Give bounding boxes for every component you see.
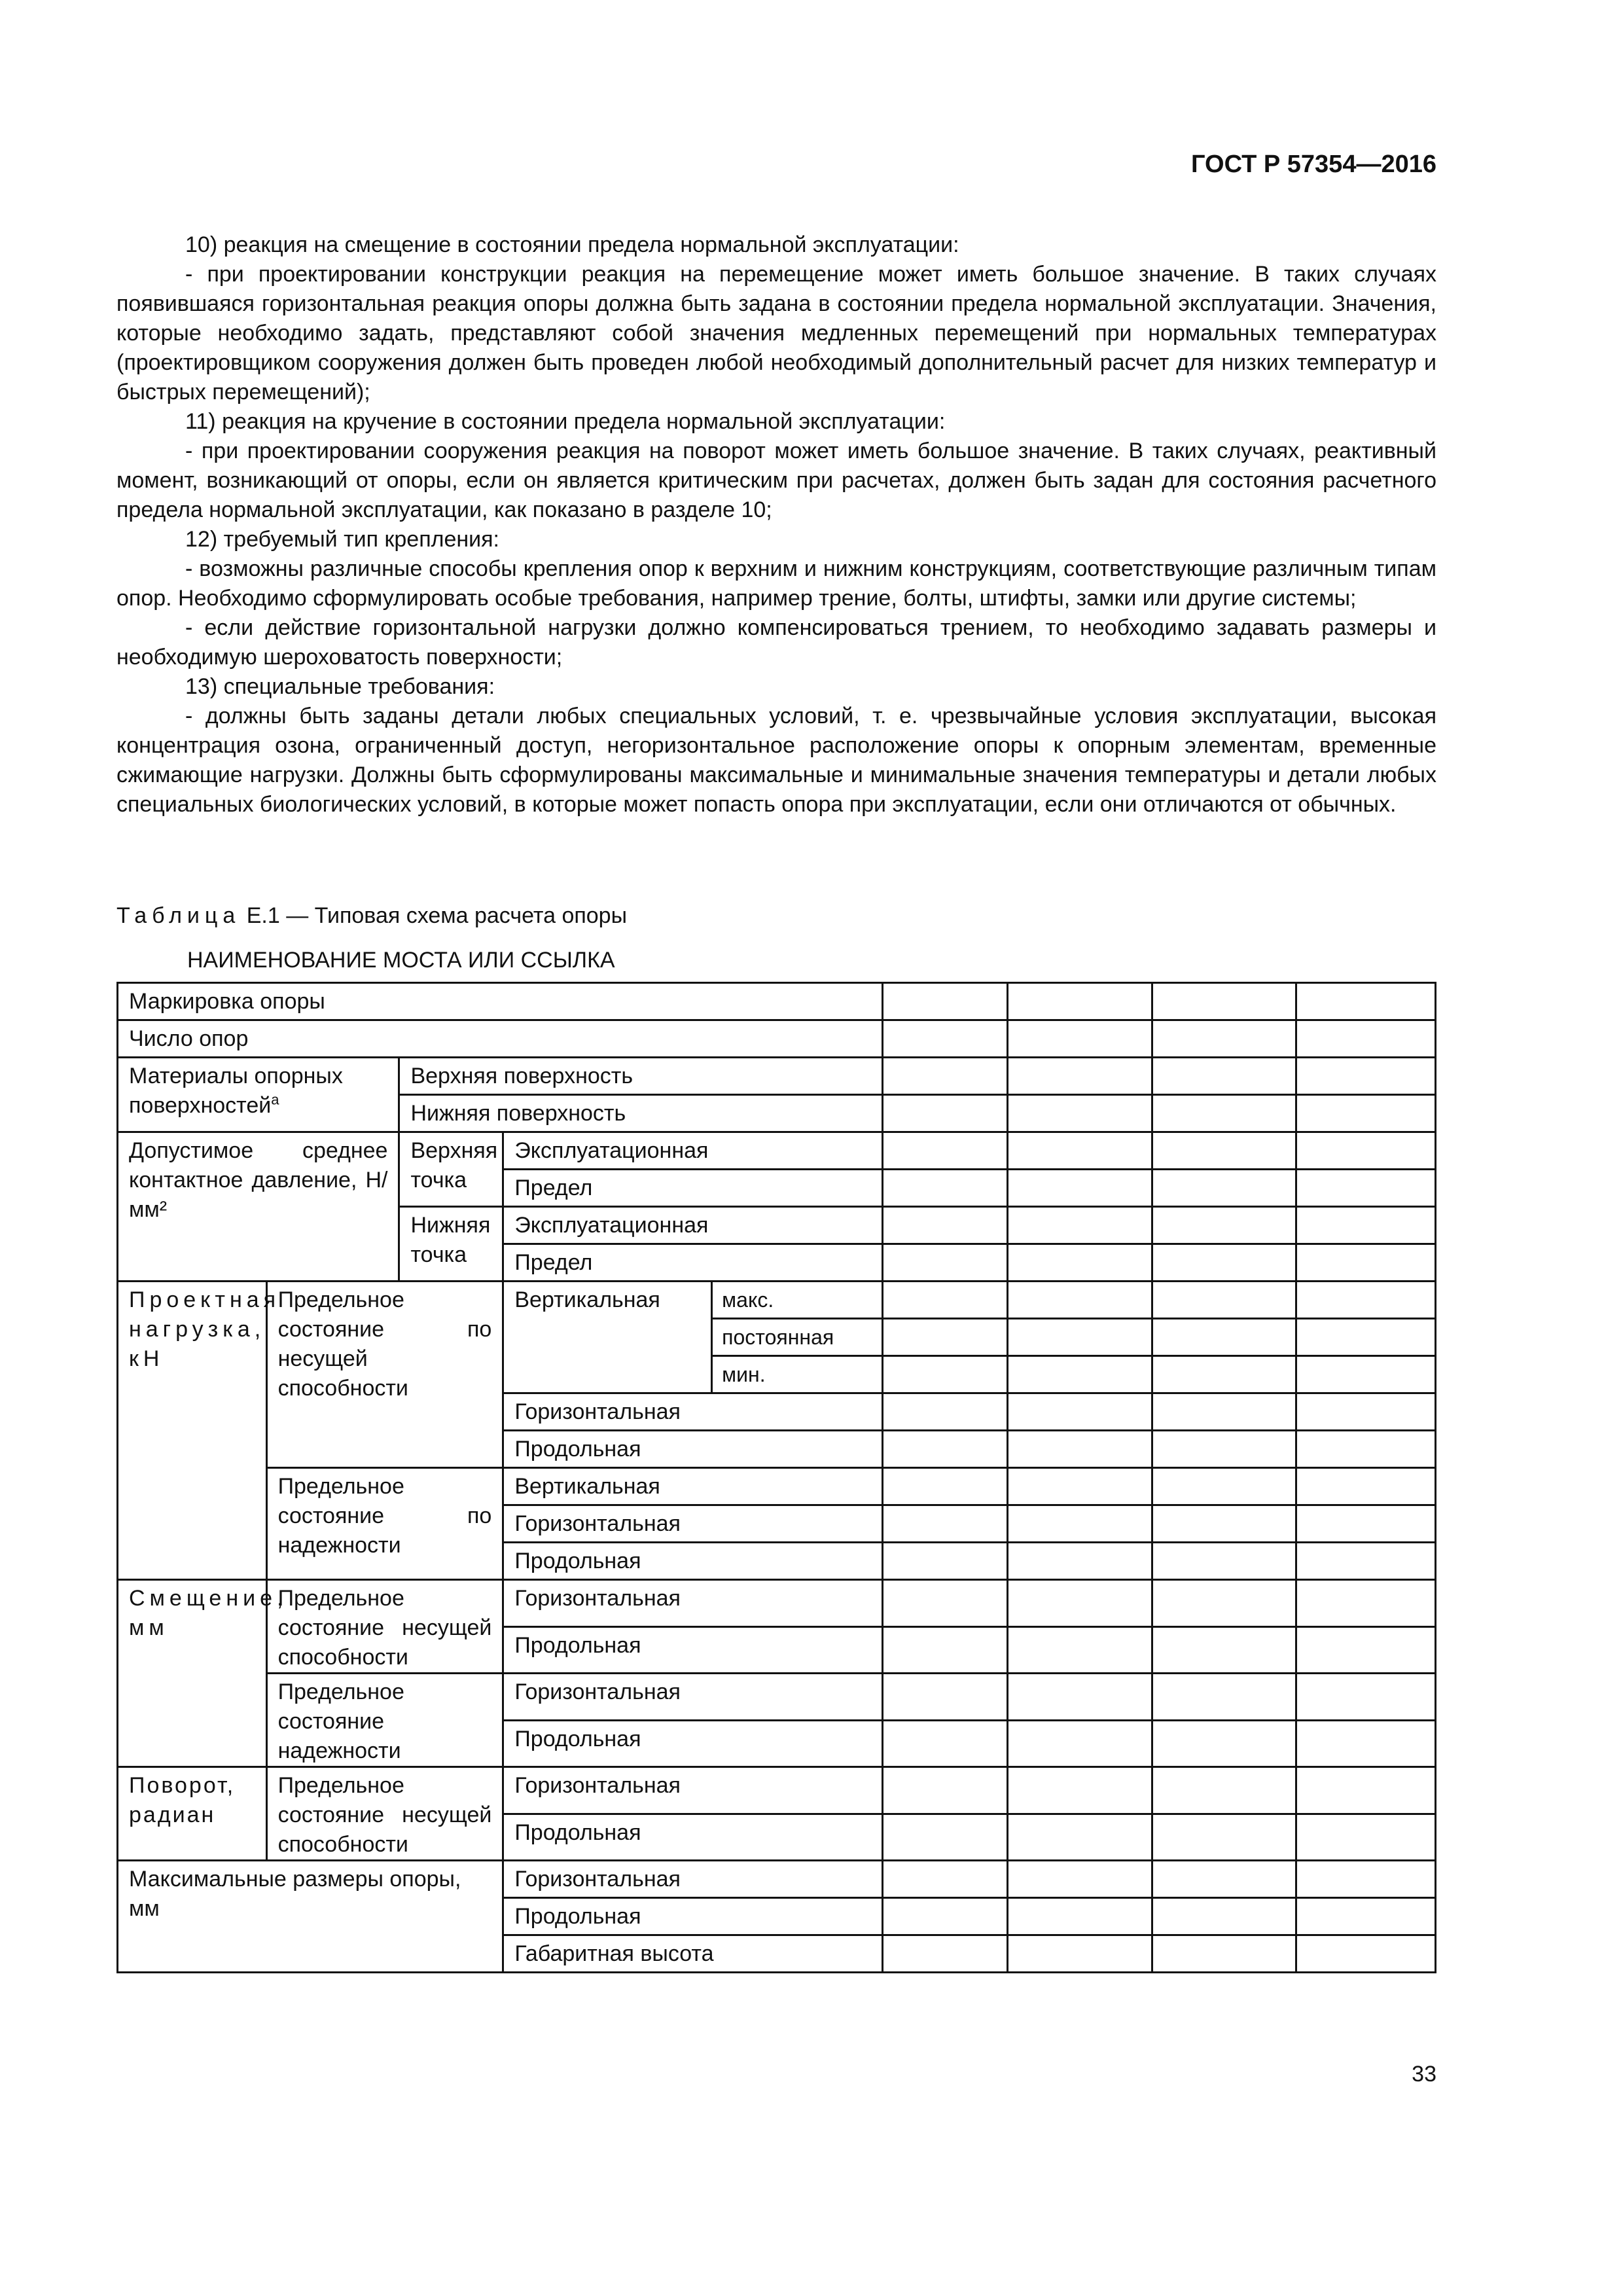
value-cell [1296, 1170, 1436, 1207]
value-cell [883, 1814, 1008, 1861]
value-cell [883, 1356, 1008, 1393]
document-code: ГОСТ Р 57354—2016 [1191, 151, 1436, 178]
body-paragraph: 12) требуемый тип крепления: [185, 527, 500, 552]
value-cell [1152, 1505, 1296, 1543]
value-cell [1008, 1431, 1152, 1468]
value-cell [1008, 1356, 1152, 1393]
uls-short-cell: Предельное состояние несущей способности [266, 1767, 503, 1861]
value-cell [1008, 1580, 1152, 1627]
body-paragraph: - если действие горизонтальной нагрузки должно компенсироваться трением, то необходимо задавать размеры и необходимую шероховатость поверхности; [116, 615, 1436, 670]
value-cell [1152, 1319, 1296, 1356]
materials-footnote-marker: а [271, 1091, 279, 1108]
body-paragraph: 13) специальные требования: [185, 674, 495, 699]
value-cell [1296, 983, 1436, 1020]
uls-cell: Предельное состояние по несущей способности [266, 1282, 503, 1468]
value-cell [1008, 1319, 1152, 1356]
value-cell [1008, 1058, 1152, 1095]
permanent-cell: постоянная [712, 1319, 883, 1356]
value-cell [1152, 1580, 1296, 1627]
value-cell [1152, 1356, 1296, 1393]
table-row [118, 1282, 1436, 1319]
value-cell [1152, 1132, 1296, 1170]
materials-cell [118, 1058, 399, 1132]
value-cell [883, 1543, 1008, 1580]
value-cell [883, 1319, 1008, 1356]
value-cell [1152, 1720, 1296, 1767]
value-cell [1296, 1505, 1436, 1543]
bearing-schedule-table [116, 982, 1436, 1973]
value-cell [1296, 1898, 1436, 1935]
value-cell [1296, 1861, 1436, 1898]
value-cell [1008, 1468, 1152, 1505]
value-cell [1152, 1814, 1296, 1861]
table-row [118, 1020, 1436, 1058]
value-cell [1296, 1543, 1436, 1580]
value-cell [883, 1393, 1008, 1431]
operational-cell: Эксплуатационная [503, 1132, 883, 1170]
longitudinal-cell: Продольная [503, 1720, 883, 1767]
value-cell [1296, 1244, 1436, 1282]
design-load-cell: Проектная нагрузка, кН [118, 1282, 267, 1580]
value-cell [1152, 1207, 1296, 1244]
page-number: 33 [1412, 2062, 1436, 2087]
longitudinal-cell: Продольная [503, 1543, 883, 1580]
value-cell [883, 983, 1008, 1020]
value-cell [1152, 1244, 1296, 1282]
value-cell [883, 1767, 1008, 1814]
value-cell [1008, 1861, 1152, 1898]
value-cell [1296, 1393, 1436, 1431]
value-cell [1296, 1720, 1436, 1767]
table-row [118, 1674, 1436, 1721]
value-cell [1152, 1767, 1296, 1814]
value-cell [883, 1170, 1008, 1207]
value-cell [1008, 1898, 1152, 1935]
value-cell [1296, 1674, 1436, 1721]
body-paragraph: - при проектировании конструкции реакция на перемещение может иметь большое значение. В таких случаях появившаяся горизонтальная реакция опоры должна быть задана в состоянии предела нормальной эксплуатации. Значения, которые необходимо задать, представляют собой значения медленных перемещений при нормальных температурах (проектировщиком сооружения должен быть проведен любой необходимый дополнительный расчет для низких температур и быстрых перемещений); [116, 262, 1436, 404]
bearing-marking-cell: Маркировка опоры [118, 983, 883, 1020]
limit-cell: Предел [503, 1170, 883, 1207]
value-cell [1296, 1431, 1436, 1468]
value-cell [883, 1431, 1008, 1468]
sls-short-cell: Предельное состояние надежности [266, 1674, 503, 1767]
value-cell [1296, 1626, 1436, 1674]
overall-height-cell: Габаритная высота [503, 1935, 883, 1973]
value-cell [1296, 1767, 1436, 1814]
value-cell [883, 1626, 1008, 1674]
value-cell [1008, 1626, 1152, 1674]
value-cell [1152, 1170, 1296, 1207]
value-cell [883, 1282, 1008, 1319]
value-cell [1152, 1058, 1296, 1095]
table-caption-title: Е.1 — Типовая схема расчета опоры [240, 903, 628, 928]
longitudinal-cell: Продольная [503, 1814, 883, 1861]
value-cell [1152, 983, 1296, 1020]
uls-short-cell: Предельное состояние несущей способности [266, 1580, 503, 1674]
value-cell [1296, 1095, 1436, 1132]
table-row [118, 983, 1436, 1020]
upper-point-cell: Верхняя точка [399, 1132, 503, 1207]
value-cell [1152, 1431, 1296, 1468]
table-row [118, 1580, 1436, 1627]
value-cell [1152, 1020, 1296, 1058]
value-cell [1152, 1095, 1296, 1132]
value-cell [1008, 1095, 1152, 1132]
value-cell [883, 1095, 1008, 1132]
body-paragraph: 11) реакция на кручение в состоянии предела нормальной эксплуатации: [185, 409, 946, 434]
horizontal-cell: Горизонтальная [503, 1505, 883, 1543]
value-cell [1008, 1543, 1152, 1580]
value-cell [1008, 1505, 1152, 1543]
value-cell [883, 1674, 1008, 1721]
table-row [118, 1861, 1436, 1898]
vertical-cell: Вертикальная [503, 1468, 883, 1505]
value-cell [1152, 1468, 1296, 1505]
value-cell [1296, 1356, 1436, 1393]
value-cell [1296, 1058, 1436, 1095]
longitudinal-cell: Продольная [503, 1626, 883, 1674]
horizontal-cell: Горизонтальная [503, 1674, 883, 1721]
max-dims-cell: Максимальные размеры опоры, мм [118, 1861, 503, 1973]
vertical-cell: Вертикальная [503, 1282, 712, 1393]
max-cell: макс. [712, 1282, 883, 1319]
value-cell [1152, 1626, 1296, 1674]
value-cell [1152, 1393, 1296, 1431]
value-cell [1008, 1020, 1152, 1058]
pressure-cell: Допустимое среднее контактное давление, Н/мм² [118, 1132, 399, 1282]
body-paragraph: 10) реакция на смещение в состоянии предела нормальной эксплуатации: [185, 232, 959, 257]
value-cell [1008, 1170, 1152, 1207]
value-cell [1296, 1020, 1436, 1058]
table-row [118, 1767, 1436, 1814]
value-cell [883, 1207, 1008, 1244]
value-cell [883, 1580, 1008, 1627]
value-cell [883, 1505, 1008, 1543]
operational-cell: Эксплуатационная [503, 1207, 883, 1244]
horizontal-cell: Горизонтальная [503, 1580, 883, 1627]
value-cell [1008, 1720, 1152, 1767]
body-text [116, 230, 1436, 819]
longitudinal-cell: Продольная [503, 1431, 883, 1468]
value-cell [1152, 1543, 1296, 1580]
materials-label: Материалы опорных поверхностей [129, 1064, 343, 1118]
value-cell [1296, 1580, 1436, 1627]
horizontal-cell: Горизонтальная [503, 1393, 883, 1431]
value-cell [883, 1720, 1008, 1767]
longitudinal-cell: Продольная [503, 1898, 883, 1935]
value-cell [1008, 1244, 1152, 1282]
rotation-cell: Поворот, радиан [118, 1767, 267, 1861]
body-paragraph: - должны быть заданы детали любых специальных условий, т. е. чрезвычайные условия эксплуатации, высокая концентрация озона, ограниченный доступ, негоризонтальное расположение опоры к опорным элементам, временные сжимающие нагрузки. Должны быть сформулированы максимальные и минимальные значения температуры и детали любых специальных биологических условий, в которые может попасть опора при эксплуатации, если они отличаются от обычных. [116, 704, 1436, 817]
value-cell [1008, 1767, 1152, 1814]
value-cell [883, 1020, 1008, 1058]
displacement-cell: Смещение, мм [118, 1580, 267, 1767]
body-paragraph: - при проектировании сооружения реакция на поворот может иметь большое значение. В таких случаях, реактивный момент, возникающий от опоры, если он является критическим при расчетах, должен быть задан для состояния расчетного предела нормальной эксплуатации, как показано в разделе 10; [116, 439, 1436, 522]
value-cell [1008, 1935, 1152, 1973]
horizontal-cell: Горизонтальная [503, 1767, 883, 1814]
value-cell [883, 1058, 1008, 1095]
table-row [118, 1058, 1436, 1095]
bridge-name-label: НАИМЕНОВАНИЕ МОСТА ИЛИ ССЫЛКА [187, 948, 615, 973]
table-row [118, 1132, 1436, 1170]
value-cell [1296, 1468, 1436, 1505]
value-cell [1152, 1674, 1296, 1721]
value-cell [1152, 1898, 1296, 1935]
horizontal-cell: Горизонтальная [503, 1861, 883, 1898]
value-cell [1008, 1393, 1152, 1431]
upper-surface-cell: Верхняя поверхность [399, 1058, 883, 1095]
value-cell [1296, 1935, 1436, 1973]
table-caption [116, 901, 627, 931]
value-cell [883, 1861, 1008, 1898]
value-cell [883, 1935, 1008, 1973]
min-cell: мин. [712, 1356, 883, 1393]
body-paragraph: - возможны различные способы крепления опор к верхним и нижним конструкциям, соответствующие различным типам опор. Необходимо сформулировать особые требования, например трение, болты, штифты, замки или другие системы; [116, 556, 1436, 611]
value-cell [1152, 1861, 1296, 1898]
limit-cell: Предел [503, 1244, 883, 1282]
value-cell [883, 1132, 1008, 1170]
value-cell [1008, 1207, 1152, 1244]
value-cell [1008, 1282, 1152, 1319]
lower-point-cell: Нижняя точка [399, 1207, 503, 1282]
value-cell [1296, 1814, 1436, 1861]
sls-cell: Предельное состояние по надежности [266, 1468, 503, 1580]
value-cell [1008, 1132, 1152, 1170]
value-cell [883, 1244, 1008, 1282]
value-cell [883, 1898, 1008, 1935]
lower-surface-cell: Нижняя поверхность [399, 1095, 883, 1132]
value-cell [1152, 1935, 1296, 1973]
value-cell [1296, 1282, 1436, 1319]
bearing-count-cell: Число опор [118, 1020, 883, 1058]
value-cell [1008, 983, 1152, 1020]
value-cell [1296, 1207, 1436, 1244]
value-cell [1152, 1282, 1296, 1319]
table-caption-prefix: Таблица [116, 903, 241, 928]
value-cell [1008, 1674, 1152, 1721]
table-row [118, 1468, 1436, 1505]
value-cell [1008, 1814, 1152, 1861]
value-cell [1296, 1132, 1436, 1170]
value-cell [883, 1468, 1008, 1505]
value-cell [1296, 1319, 1436, 1356]
